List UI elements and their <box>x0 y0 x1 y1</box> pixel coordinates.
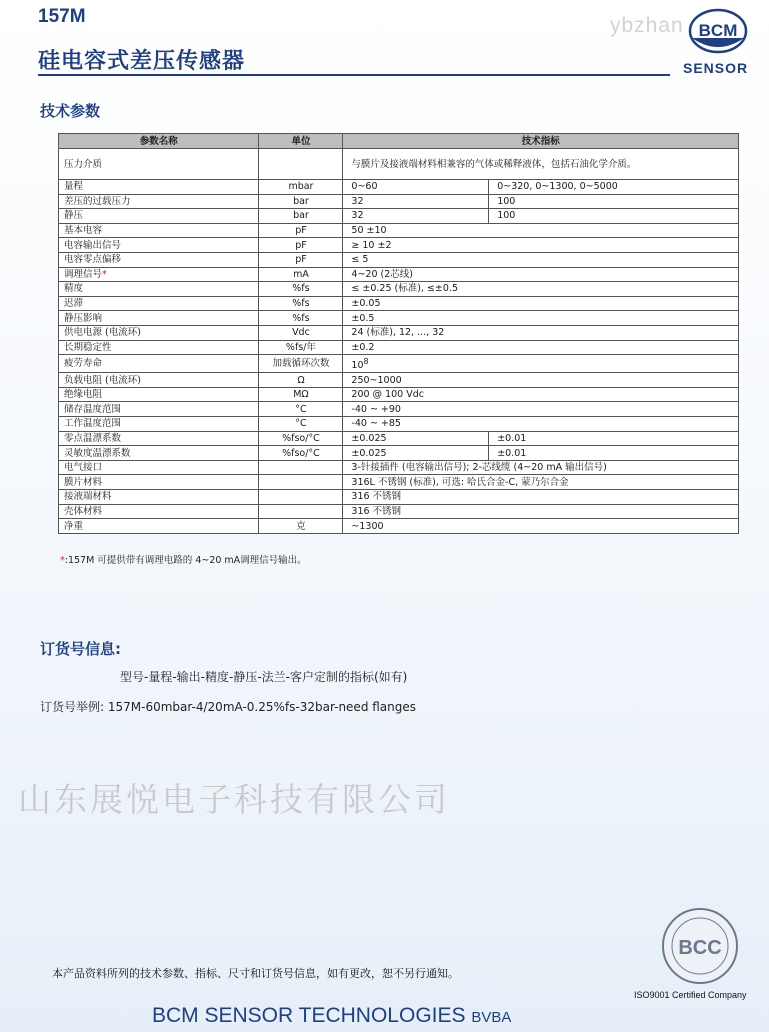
table-row <box>59 417 739 432</box>
table-row <box>59 519 739 534</box>
table-row <box>59 209 739 224</box>
bcm-logo <box>688 8 748 54</box>
param-name <box>59 490 259 505</box>
certification-seal <box>656 906 744 986</box>
param-unit: bar <box>259 209 343 224</box>
param-value <box>343 504 739 519</box>
param-value-text: 32 <box>351 195 364 207</box>
param-unit: 加载循环次数 <box>259 355 343 373</box>
param-value-alt: ±0.01 <box>489 446 739 461</box>
param-value-text: ≥ 10 ±2 <box>351 239 392 251</box>
param-value-alt: 100 <box>489 194 739 209</box>
param-value <box>343 446 489 461</box>
param-value-text: ±0.5 <box>351 312 375 324</box>
param-name <box>59 402 259 417</box>
table-row <box>59 355 739 373</box>
disclaimer: 本产品资料所列的技术参数、指标、尺寸和订货号信息，如有更改，恕不另行通知。 <box>52 967 459 980</box>
param-name-text: 工作温度范围 <box>64 418 122 430</box>
param-value-text: -40 ~ +85 <box>351 418 401 430</box>
param-name-text: 压力介质 <box>64 158 103 170</box>
param-name-text: 电气接口 <box>64 462 103 474</box>
footnote-mark: * <box>60 555 65 566</box>
param-name-text: 储存温度范围 <box>64 403 122 415</box>
param-unit: %fs/年 <box>259 340 343 355</box>
param-unit <box>259 490 343 505</box>
param-name-text: 调理信号 <box>64 268 103 280</box>
param-name <box>59 504 259 519</box>
param-name <box>59 355 259 373</box>
param-unit: %fso/°C <box>259 431 343 446</box>
param-value-text: ±0.025 <box>351 432 387 444</box>
param-value <box>343 238 739 253</box>
param-name <box>59 252 259 267</box>
param-unit <box>259 475 343 490</box>
section-title-specs: 技术参数 <box>40 102 101 120</box>
certification-label: ISO9001 Certified Company <box>634 990 747 1000</box>
param-name-text: 电容输出信号 <box>64 239 122 251</box>
table-row <box>59 223 739 238</box>
param-footnote-mark: * <box>102 268 107 280</box>
seal-text: BCC <box>678 937 722 959</box>
param-value <box>343 402 739 417</box>
param-value <box>343 460 739 475</box>
table-row <box>59 296 739 311</box>
param-name <box>59 238 259 253</box>
company-watermark: 山东展悦电子科技有限公司 <box>18 780 450 819</box>
param-value <box>343 417 739 432</box>
param-value-text: 32 <box>351 210 364 222</box>
param-name-text: 负载电阻 (电流环) <box>64 374 141 386</box>
param-name <box>59 267 259 282</box>
header-unit: 单位 <box>259 134 343 149</box>
param-name <box>59 431 259 446</box>
param-unit: mbar <box>259 180 343 195</box>
param-value <box>343 490 739 505</box>
param-value <box>343 223 739 238</box>
company-footer <box>152 1004 511 1028</box>
header-spec: 技术指标 <box>343 134 739 149</box>
logo-subtitle: SENSOR <box>683 60 749 76</box>
param-name <box>59 373 259 388</box>
param-value <box>343 373 739 388</box>
spec-table <box>58 133 739 534</box>
table-row <box>59 238 739 253</box>
param-unit: bar <box>259 194 343 209</box>
table-row <box>59 460 739 475</box>
param-value-text: ±0.025 <box>351 447 387 459</box>
product-model: 157M <box>38 6 86 27</box>
param-name-text: 壳体材料 <box>64 505 103 517</box>
param-name-text: 静压影响 <box>64 312 103 324</box>
param-value <box>343 355 739 373</box>
param-unit: MΩ <box>259 387 343 402</box>
company-suffix: BVBA <box>471 1009 512 1026</box>
param-name <box>59 223 259 238</box>
param-unit: %fs <box>259 296 343 311</box>
param-name <box>59 282 259 297</box>
table-row <box>59 446 739 461</box>
param-name-text: 量程 <box>64 181 84 193</box>
table-row <box>59 340 739 355</box>
param-name-text: 迟滞 <box>64 298 84 310</box>
param-value-text: 3-针接插件 (电容输出信号); 2-芯线缆 (4~20 mA 输出信号) <box>351 462 607 474</box>
param-unit <box>259 504 343 519</box>
param-name <box>59 460 259 475</box>
param-name <box>59 209 259 224</box>
table-row <box>59 180 739 195</box>
param-value <box>343 194 489 209</box>
order-format: 型号-量程-输出-精度-静压-法兰-客户定制的指标(如有) <box>120 670 408 684</box>
param-value-text: 与膜片及接液端材料相兼容的气体或稀释液体，包括石油化学介质。 <box>351 158 637 170</box>
param-name-text: 灵敏度温漂系数 <box>64 447 131 459</box>
param-value-text: 0~60 <box>351 181 378 193</box>
param-value <box>343 475 739 490</box>
param-name-text: 精度 <box>64 283 84 295</box>
footnote-text: :157M 可提供带有调理电路的 4~20 mA调理信号输出。 <box>64 555 307 566</box>
param-value-text: 24 (标准), 12, ..., 32 <box>351 327 445 339</box>
param-value <box>343 180 489 195</box>
param-name-text: 电容零点偏移 <box>64 254 122 266</box>
param-value <box>343 311 739 326</box>
table-row <box>59 267 739 282</box>
param-name-text: 净重 <box>64 520 84 532</box>
param-value <box>343 519 739 534</box>
param-name-text: 零点温漂系数 <box>64 432 122 444</box>
param-value <box>343 252 739 267</box>
param-unit: mA <box>259 267 343 282</box>
param-name-text: 供电电源 (电流环) <box>64 327 141 339</box>
param-value-text: 10 <box>351 360 364 372</box>
param-unit: 克 <box>259 519 343 534</box>
param-unit: °C <box>259 417 343 432</box>
param-value-text: ±0.05 <box>351 298 381 310</box>
param-unit: %fso/°C <box>259 446 343 461</box>
table-row <box>59 194 739 209</box>
param-name <box>59 296 259 311</box>
param-value-text: -40 ~ +90 <box>351 403 401 415</box>
param-value <box>343 340 739 355</box>
param-unit: °C <box>259 402 343 417</box>
table-row <box>59 149 739 180</box>
param-value-text: ≤ 5 <box>351 254 369 266</box>
param-name-text: 疲劳寿命 <box>64 358 103 370</box>
order-example: 订货号举例: 157M-60mbar-4/20mA-0.25%fs-32bar-need flanges <box>40 700 417 714</box>
param-unit: Vdc <box>259 325 343 340</box>
param-value-alt: ±0.01 <box>489 431 739 446</box>
param-value <box>343 149 739 180</box>
param-unit: Ω <box>259 373 343 388</box>
param-unit: pF <box>259 252 343 267</box>
param-unit <box>259 149 343 180</box>
param-value-text: ±0.2 <box>351 341 375 353</box>
param-unit: pF <box>259 238 343 253</box>
param-unit: pF <box>259 223 343 238</box>
site-watermark: ybzhan <box>610 14 684 37</box>
param-name <box>59 417 259 432</box>
param-value-exponent: 8 <box>363 357 369 367</box>
param-value-text: 316L 不锈钢 (标准), 可选: 哈氏合金-C, 蒙乃尔合金 <box>351 476 569 488</box>
param-name-text: 静压 <box>64 210 84 222</box>
table-row <box>59 504 739 519</box>
table-header-row <box>59 134 739 149</box>
param-unit: %fs <box>259 282 343 297</box>
param-value <box>343 325 739 340</box>
table-row <box>59 490 739 505</box>
param-name-text: 差压的过载压力 <box>64 195 131 207</box>
param-name-text: 接液端材料 <box>64 491 112 503</box>
table-row <box>59 282 739 297</box>
param-name <box>59 325 259 340</box>
param-value-text: ~1300 <box>351 520 384 532</box>
title-divider <box>38 74 670 76</box>
param-value <box>343 387 739 402</box>
product-title: 硅电容式差压传感器 <box>38 49 246 74</box>
param-value <box>343 296 739 311</box>
param-name <box>59 311 259 326</box>
param-name-text: 绝缘电阻 <box>64 389 103 401</box>
section-title-order: 订货号信息: <box>40 640 121 658</box>
param-name <box>59 475 259 490</box>
table-row <box>59 373 739 388</box>
param-name-text: 基本电容 <box>64 225 103 237</box>
param-name-text: 膜片材料 <box>64 476 103 488</box>
param-value-text: 50 ±10 <box>351 225 387 237</box>
param-value-alt: 100 <box>489 209 739 224</box>
param-name <box>59 446 259 461</box>
table-row <box>59 402 739 417</box>
param-value-text: 250~1000 <box>351 374 402 386</box>
param-name <box>59 149 259 180</box>
footnote <box>60 552 307 566</box>
param-value-text: 316 不锈钢 <box>351 491 402 503</box>
param-value-text: 200 @ 100 Vdc <box>351 389 424 401</box>
param-value-text: ≤ ±0.25 (标准), ≤±0.5 <box>351 283 458 295</box>
param-value <box>343 282 739 297</box>
header-param: 参数名称 <box>59 134 259 149</box>
param-value <box>343 209 489 224</box>
param-name <box>59 519 259 534</box>
logo-text: BCM <box>698 21 738 40</box>
param-unit <box>259 460 343 475</box>
param-name <box>59 194 259 209</box>
table-row <box>59 252 739 267</box>
param-name <box>59 340 259 355</box>
table-row <box>59 431 739 446</box>
param-value-text: 4~20 (2芯线) <box>351 268 413 280</box>
param-value <box>343 431 489 446</box>
param-value-text: 316 不锈钢 <box>351 505 402 517</box>
table-row <box>59 475 739 490</box>
param-value-alt: 0~320, 0~1300, 0~5000 <box>489 180 739 195</box>
param-unit: %fs <box>259 311 343 326</box>
param-value <box>343 267 739 282</box>
company-name: BCM SENSOR TECHNOLOGIES <box>152 1004 466 1027</box>
table-row <box>59 325 739 340</box>
table-row <box>59 311 739 326</box>
table-row <box>59 387 739 402</box>
param-name-text: 长期稳定性 <box>64 341 112 353</box>
param-name <box>59 387 259 402</box>
param-name <box>59 180 259 195</box>
